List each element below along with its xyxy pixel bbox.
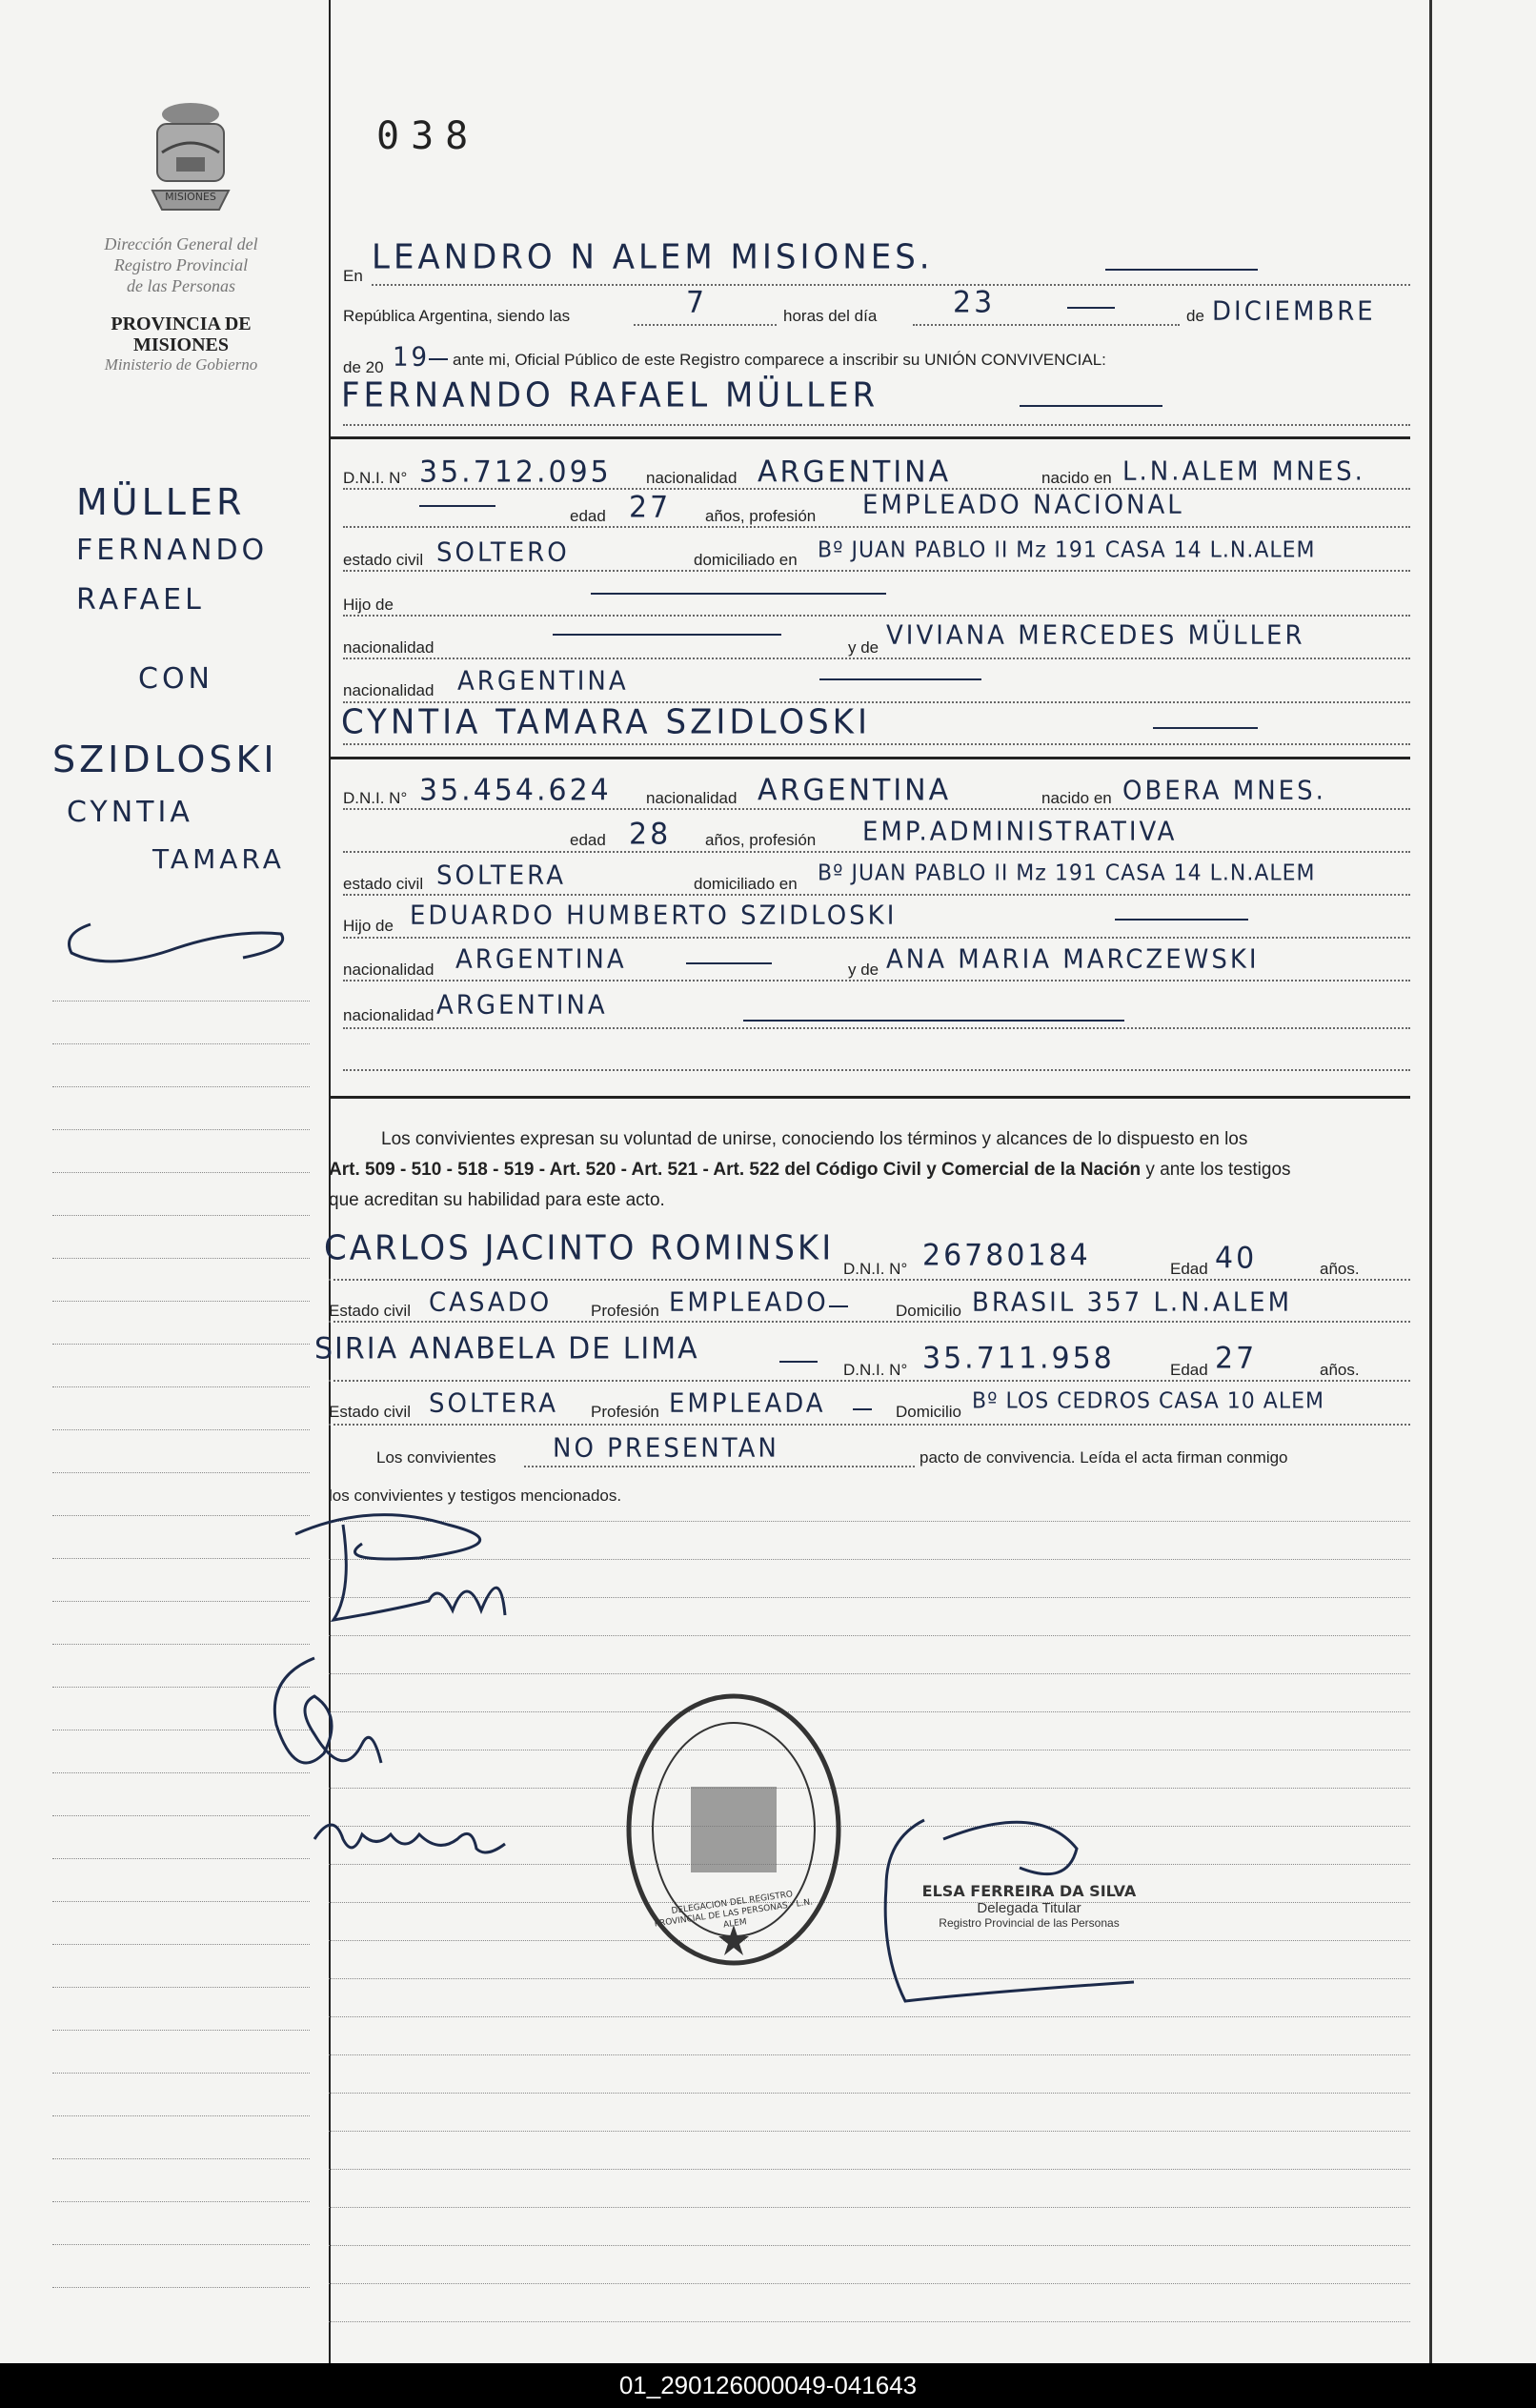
margin-name1-line3: RAFAEL <box>76 583 205 617</box>
margin-rule <box>52 1344 310 1345</box>
p1-edad-label: edad <box>570 507 606 525</box>
p2-nac-padre-dash <box>686 962 772 964</box>
margin-rule <box>52 1129 310 1130</box>
w1-edad: 40 <box>1215 1241 1258 1276</box>
p2-domicilio-label: domiciliado en <box>694 875 798 893</box>
p2-padre-dash <box>1115 919 1248 921</box>
margin-rule <box>52 1215 310 1216</box>
w1-profesion: EMPLEADO <box>669 1287 829 1318</box>
witness1-name: CARLOS JACINTO ROMINSKI <box>324 1228 835 1268</box>
p2-domicilio: Bº JUAN PABLO II Mz 191 CASA 14 L.N.ALEM <box>818 860 1316 886</box>
p1-hijo-dash <box>591 593 886 595</box>
declaration-witnesses: y ante los testigos <box>1145 1160 1291 1180</box>
margin-rule <box>52 1301 310 1302</box>
w1-dotline <box>329 1279 1410 1281</box>
p2-estado-label: estado civil <box>343 875 424 893</box>
month: DICIEMBRE <box>1212 296 1376 327</box>
p2-padre: EDUARDO HUMBERTO SZIDLOSKI <box>410 900 898 931</box>
p1-nac-padre-dash <box>553 634 781 636</box>
w1-anos-label: años. <box>1320 1260 1360 1278</box>
p1-domicilio: Bº JUAN PABLO II Mz 191 CASA 14 L.N.ALEM <box>818 537 1316 563</box>
w2-profesion-label: Profesión <box>591 1403 659 1421</box>
p1-profesion-label: años, profesión <box>705 507 817 525</box>
closing-suffix: pacto de convivencia. Leída el acta firman conmigo <box>920 1448 1288 1467</box>
margin-rule <box>52 1172 310 1173</box>
day: 23 <box>953 285 996 320</box>
page-number: 038 <box>376 114 480 158</box>
sign-rule <box>329 1673 1410 1674</box>
margin-rule <box>52 1086 310 1087</box>
w1-dni-label: D.N.I. N° <box>843 1260 908 1278</box>
sign-rule <box>329 2207 1410 2208</box>
sign-rule <box>329 1788 1410 1789</box>
w1-domicilio-label: Domicilio <box>896 1302 961 1320</box>
p1-padres-dotline <box>343 658 1410 659</box>
place-dotline <box>372 284 1410 286</box>
margin-connector: CON <box>138 662 214 696</box>
document-id-footer: 01_290126000049-041643 <box>0 2363 1536 2408</box>
p2-madre: ANA MARIA MARCZEWSKI <box>886 944 1260 975</box>
republica-label: República Argentina, siendo las <box>343 307 571 325</box>
margin-rule <box>52 2244 310 2245</box>
margin-rule <box>52 2030 310 2031</box>
day-dash <box>1067 307 1115 309</box>
en-label: En <box>343 267 363 285</box>
p1-estado: SOLTERO <box>436 537 570 568</box>
person1-name-dotline <box>343 424 1410 426</box>
margin-rule <box>52 2287 310 2288</box>
p1-nac-label: nacionalidad <box>646 469 738 487</box>
p1-dni: 35.712.095 <box>419 455 612 490</box>
w1-dni: 26780184 <box>922 1238 1091 1273</box>
p1-edad-dotline <box>343 526 1410 528</box>
declaration-line-1: Los convivientes expresan su voluntad de unirse, conociendo los términos y alcances de lo dispuesto en los <box>381 1129 1248 1149</box>
p2-estado-dotline <box>343 894 1410 896</box>
seal-caption: MISIONES <box>165 191 216 203</box>
p2-estado: SOLTERA <box>436 860 566 891</box>
sign-rule <box>329 1711 1410 1712</box>
margin-name2-line3: TAMARA <box>152 843 285 875</box>
person2-name-dash <box>1153 727 1258 729</box>
w1-profesion-dash <box>829 1305 848 1307</box>
year-dash <box>429 358 448 360</box>
p2-dni: 35.454.624 <box>419 773 612 808</box>
closing-last-line: los convivientes y testigos mencionados. <box>329 1487 622 1505</box>
declaration-separator <box>329 1096 1410 1099</box>
p2-profesion-label: años, profesión <box>705 831 817 849</box>
place: LEANDRO N ALEM MISIONES. <box>372 237 934 277</box>
w2-profesion: EMPLEADA <box>669 1388 826 1419</box>
signature-1 <box>276 1506 562 1658</box>
person2-name: CYNTIA TAMARA SZIDLOSKI <box>341 702 871 742</box>
pacto-dotline <box>524 1466 915 1467</box>
official-stamp <box>905 1882 1153 1930</box>
p1-nacido: L.N.ALEM MNES. <box>1122 456 1365 487</box>
margin-rule <box>52 1001 310 1002</box>
year-suffix: 19 <box>393 342 431 373</box>
p2-nac-madre-dash <box>743 1020 1124 1022</box>
right-border <box>1429 0 1432 2363</box>
declaration-articles: Art. 509 - 510 - 518 - 519 - Art. 520 - Art. 521 - Art. 522 del Código Civil y Comercial de la Nación <box>329 1160 1142 1180</box>
margin-rule <box>52 1858 310 1859</box>
w1-domicilio: BRASIL 357 L.N.ALEM <box>972 1287 1293 1318</box>
signature-3 <box>305 1801 534 1877</box>
w2-dotline <box>329 1380 1410 1382</box>
hour-dotline <box>634 324 777 326</box>
p2-profesion: EMP.ADMINISTRATIVA <box>862 817 1178 847</box>
hour: 7 <box>686 285 708 320</box>
margin-flourish <box>52 905 300 972</box>
margin-rule <box>52 1901 310 1902</box>
w2-estado-dotline <box>329 1424 1410 1426</box>
margin-name1-line1: MÜLLER <box>76 481 246 523</box>
margin-rule <box>52 1558 310 1559</box>
p2-dni-dotline <box>343 808 1410 810</box>
p1-nac-padre-label: nacionalidad <box>343 638 435 657</box>
p1-nacido-label: nacido en <box>1041 469 1112 487</box>
day-dotline <box>913 324 1180 326</box>
p1-pre-edad-dash <box>419 505 495 507</box>
p2-padres-dotline <box>343 980 1410 981</box>
w2-edad: 27 <box>1215 1341 1258 1376</box>
horas-label: horas del día <box>783 307 878 325</box>
p2-nac-madre-dotline <box>343 1027 1410 1029</box>
w2-edad-label: Edad <box>1170 1361 1208 1379</box>
closing-pacto: NO PRESENTAN <box>553 1433 779 1464</box>
org-line-1: Dirección General del <box>104 234 258 253</box>
w2-profesion-dash <box>853 1408 872 1410</box>
p1-estado-label: estado civil <box>343 551 424 569</box>
w2-domicilio-label: Domicilio <box>896 1403 961 1421</box>
margin-rule <box>52 2073 310 2074</box>
p1-domicilio-label: domiciliado en <box>694 551 798 569</box>
w1-estado-label: Estado civil <box>329 1302 411 1320</box>
official-title: Delegada Titular <box>977 1900 1081 1916</box>
witness2-name: SIRIA ANABELA DE LIMA <box>314 1331 699 1366</box>
w2-estado: SOLTERA <box>429 1388 558 1419</box>
margin-rule <box>52 2115 310 2116</box>
p2-nac-madre-label: nacionalidad <box>343 1006 435 1024</box>
person1-name-dash <box>1020 405 1162 407</box>
p2-nac-padre: ARGENTINA <box>455 944 627 975</box>
place-dash <box>1105 269 1258 271</box>
sign-rule <box>329 2131 1410 2132</box>
margin-name2-line2: CYNTIA <box>67 796 193 829</box>
margin-rule <box>52 1043 310 1044</box>
w2-dni-label: D.N.I. N° <box>843 1361 908 1379</box>
declaration-line-3: que acreditan su habilidad para este acto. <box>329 1190 665 1210</box>
p2-edad-dotline <box>343 851 1410 853</box>
sign-rule <box>329 2054 1410 2055</box>
margin-name1-line2: FERNANDO <box>76 534 269 567</box>
round-stamp-text: DELEGACION DEL REGISTRO PROVINCIAL DE LAS PERSONAS - L.N. ALEM <box>654 1890 814 1931</box>
closing-prefix: Los convivientes <box>376 1448 496 1467</box>
p2-edad-label: edad <box>570 831 606 849</box>
w1-estado: CASADO <box>429 1287 553 1318</box>
p1-madre: VIVIANA MERCEDES MÜLLER <box>886 620 1305 651</box>
w1-estado-dotline <box>329 1321 1410 1323</box>
de-year-label: de 20 <box>343 358 384 376</box>
margin-rule <box>52 1258 310 1259</box>
issuer-block <box>57 233 305 374</box>
p1-profesion: EMPLEADO NACIONAL <box>862 490 1184 520</box>
p1-y-de-label: y de <box>848 638 879 657</box>
p2-y-de-label: y de <box>848 961 879 979</box>
person1-separator <box>329 436 1410 439</box>
person2-separator <box>329 757 1410 759</box>
p1-nac-madre: ARGENTINA <box>457 666 629 697</box>
p2-nacido: OBERA MNES. <box>1122 776 1326 806</box>
official-org: Registro Provincial de las Personas <box>939 1916 1120 1930</box>
margin-rule <box>52 1515 310 1516</box>
w1-edad-label: Edad <box>1170 1260 1208 1278</box>
p2-nacido-label: nacido en <box>1041 789 1112 807</box>
margin-rule <box>52 1472 310 1473</box>
margin-rule <box>52 1429 310 1430</box>
p1-dni-label: D.N.I. N° <box>343 469 408 487</box>
p1-hijo-dotline <box>343 615 1410 617</box>
sign-rule <box>329 2283 1410 2284</box>
p1-hijo-label: Hijo de <box>343 596 394 614</box>
person2-name-dotline <box>343 743 1410 745</box>
ministry: Ministerio de Gobierno <box>104 355 258 374</box>
p2-hijo-label: Hijo de <box>343 917 394 935</box>
margin-rule <box>52 1944 310 1945</box>
p1-edad: 27 <box>629 490 672 525</box>
w2-domicilio: Bº LOS CEDROS CASA 10 ALEM <box>972 1388 1324 1414</box>
margin-rule <box>52 1601 310 1602</box>
province-line-2: MISIONES <box>132 334 230 355</box>
p2-nac-madre: ARGENTINA <box>436 990 608 1021</box>
margin-rule <box>52 1815 310 1816</box>
margin-rule <box>52 1386 310 1387</box>
p2-nac: ARGENTINA <box>758 773 952 808</box>
p2-nac-padre-label: nacionalidad <box>343 961 435 979</box>
w1-profesion-label: Profesión <box>591 1302 659 1320</box>
w2-name-dash <box>779 1361 818 1363</box>
official-name: ELSA FERREIRA DA SILVA <box>921 1882 1137 1900</box>
p2-blank-dotline <box>343 1069 1410 1071</box>
province-line-1: PROVINCIA DE <box>111 314 252 334</box>
person1-name: FERNANDO RAFAEL MÜLLER <box>341 375 879 415</box>
ante-text: ante mi, Oficial Público de este Registro comparece a inscribir su UNIÓN CONVIVENCIAL: <box>453 351 1106 369</box>
sign-rule <box>329 2245 1410 2246</box>
p1-nac-madre-label: nacionalidad <box>343 681 435 699</box>
p1-nac: ARGENTINA <box>758 455 952 490</box>
org-line-2: Registro Provincial <box>113 255 249 274</box>
de-label: de <box>1186 307 1204 325</box>
p1-estado-dotline <box>343 570 1410 572</box>
declaration-line-2 <box>329 1155 1415 1185</box>
p1-nac-madre-dash <box>819 678 981 680</box>
margin-rule <box>52 2158 310 2159</box>
signature-2 <box>257 1639 448 1791</box>
sign-rule <box>329 2169 1410 2170</box>
p2-dni-label: D.N.I. N° <box>343 789 408 807</box>
w2-dni: 35.711.958 <box>922 1341 1115 1376</box>
margin-rule <box>52 2201 310 2202</box>
sign-rule <box>329 2321 1410 2322</box>
org-line-3: de las Personas <box>127 276 235 295</box>
margin-rule <box>52 1987 310 1988</box>
sign-rule <box>329 2093 1410 2094</box>
p2-edad: 28 <box>629 817 672 852</box>
p2-nac-label: nacionalidad <box>646 789 738 807</box>
margin-name2-line1: SZIDLOSKI <box>52 739 278 780</box>
p2-hijo-dotline <box>343 937 1410 939</box>
w2-estado-label: Estado civil <box>329 1403 411 1421</box>
w2-anos-label: años. <box>1320 1361 1360 1379</box>
